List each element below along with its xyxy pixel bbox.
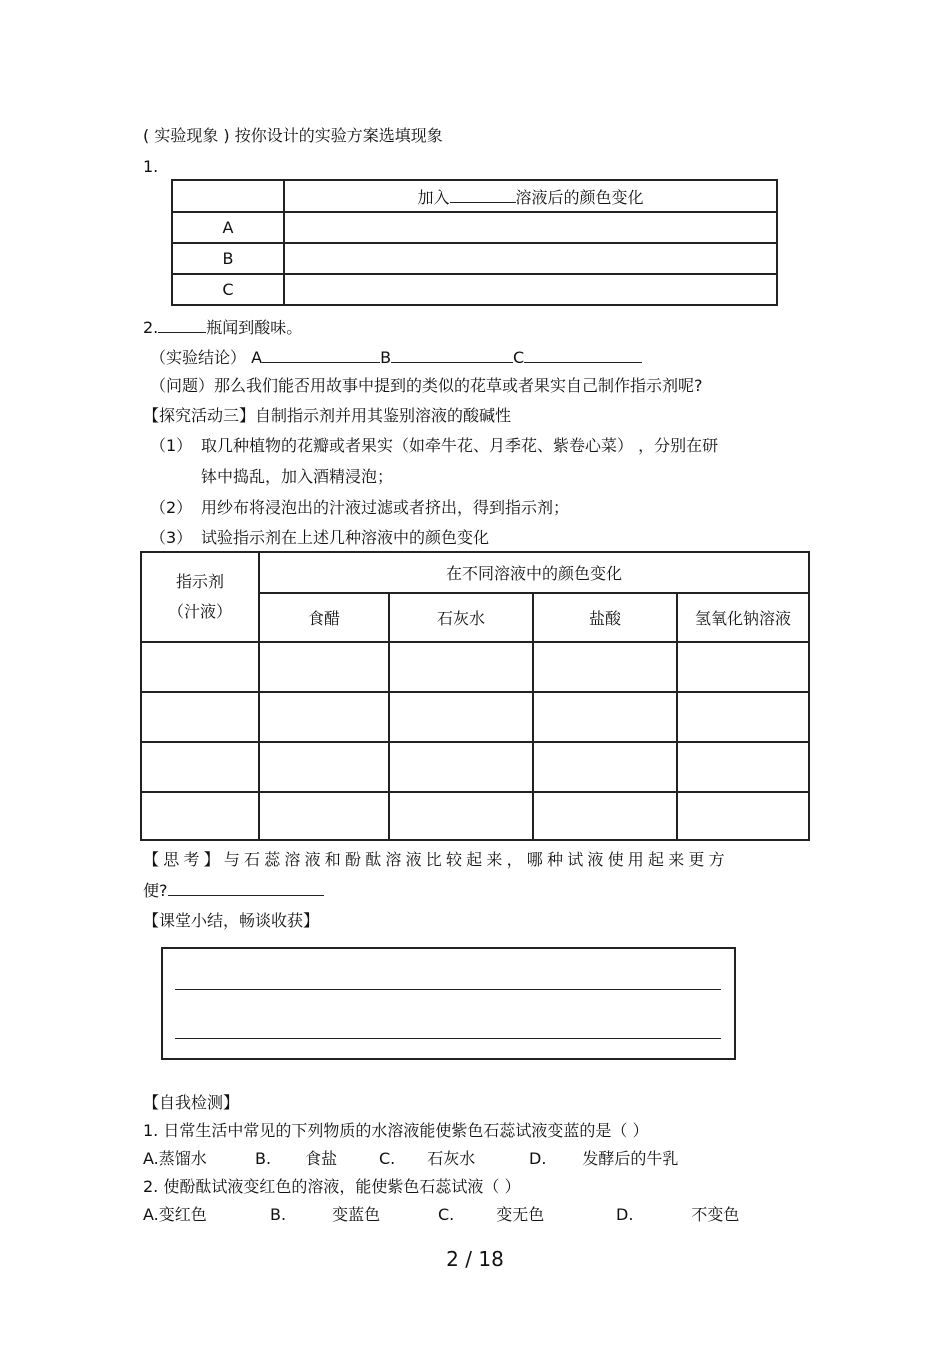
conclusion-c-blank[interactable] (524, 346, 642, 363)
table1-header-suffix: 溶液后的颜色变化 (515, 187, 644, 207)
option-letter: A. (143, 1149, 159, 1168)
conclusion-label: （实验结论） (150, 348, 247, 367)
think-blank[interactable] (168, 879, 324, 896)
table2-row-header-line1: 指示剂 (175, 572, 224, 591)
q2-line (143, 316, 302, 338)
table2-cell[interactable] (259, 742, 389, 792)
table1-cell[interactable] (284, 212, 777, 243)
table2-cell[interactable] (141, 692, 259, 742)
table-color-change (171, 179, 778, 306)
self-q1-option-a[interactable] (143, 1149, 207, 1169)
table2-cell[interactable] (389, 642, 533, 692)
table2-cell[interactable] (259, 692, 389, 742)
option-letter: B. (255, 1149, 272, 1168)
step-3-text: 试验指示剂在上述几种溶液中的颜色变化 (201, 528, 490, 547)
table2-cell[interactable] (141, 792, 259, 840)
summary-title: 【课堂小结，畅谈收获】 (143, 911, 320, 930)
self-q1: 1. 日常生活中常见的下列物质的水溶液能使紫色石蕊试液变蓝的是（ ） (143, 1121, 649, 1140)
self-q2: 2. 使酚酞试液变红色的溶液，能使紫色石蕊试液（ ） (143, 1177, 521, 1196)
table2-col-header: 盐酸 (533, 593, 677, 642)
summary-box[interactable] (161, 947, 736, 1060)
table1-cell[interactable] (284, 274, 777, 305)
think-line2: 便? (143, 881, 168, 900)
self-q1-option-b[interactable] (255, 1149, 337, 1169)
option-letter: C. (379, 1149, 396, 1168)
conclusion-a-label: A (251, 348, 263, 367)
table1-row-label: C (172, 274, 284, 305)
table-indicator (140, 551, 810, 841)
q2-prefix: 2. (143, 318, 159, 337)
table2-cell[interactable] (389, 742, 533, 792)
phenomenon-heading: ( 实验现象 ) 按你设计的实验方案选填现象 (143, 126, 443, 145)
option-text: 不变色 (691, 1205, 740, 1224)
conclusion-c-label: C (513, 348, 525, 367)
option-letter: B. (270, 1205, 287, 1224)
option-text: 食盐 (305, 1149, 338, 1168)
table2-col-header: 食醋 (259, 593, 389, 642)
table2-row-header (141, 552, 259, 642)
option-text: 变无色 (496, 1205, 545, 1224)
table2-cell[interactable] (677, 642, 809, 692)
conclusion-a-blank[interactable] (262, 346, 380, 363)
option-letter: C. (438, 1205, 455, 1224)
table2-cell[interactable] (533, 692, 677, 742)
table2-row-header-line2: （汁液） (167, 602, 232, 621)
summary-line (175, 1038, 721, 1039)
q2-blank[interactable] (158, 316, 206, 333)
think-line2-wrap (143, 879, 324, 901)
table1-cell[interactable] (284, 243, 777, 274)
table1-corner-cell (172, 180, 284, 212)
conclusion-b-label: B (380, 348, 392, 367)
q2-suffix: 瓶闻到酸味。 (206, 318, 303, 337)
table2-cell[interactable] (141, 642, 259, 692)
q1-label: 1. (143, 157, 159, 176)
table-row (141, 642, 809, 692)
option-text: 变蓝色 (332, 1205, 381, 1224)
option-text: 石灰水 (427, 1149, 476, 1168)
option-letter: A. (143, 1205, 159, 1224)
option-text: 蒸馏水 (158, 1149, 207, 1168)
activity3-title: 【探究活动三】自制指示剂并用其鉴别溶液的酸碱性 (143, 406, 512, 425)
self-q1-option-c[interactable] (379, 1149, 475, 1169)
table2-cell[interactable] (677, 742, 809, 792)
table-row (141, 742, 809, 792)
table2-cell[interactable] (389, 692, 533, 742)
table2-col-header: 氢氧化钠溶液 (677, 593, 809, 642)
think-line1: 【思考】与石蕊溶液和酚酞溶液比较起来，哪种试液使用起来更方 (143, 850, 729, 869)
table1-blank[interactable] (450, 186, 516, 203)
step-1-text: 取几种植物的花瓣或者果实（如牵牛花、月季花、紫卷心菜） ，分别在研 (201, 436, 719, 455)
table2-cell[interactable] (389, 792, 533, 840)
step-2-text: 用纱布将浸泡出的汁液过滤或者挤出，得到指示剂； (201, 498, 570, 517)
conclusion-line (150, 346, 642, 368)
option-letter: D. (616, 1205, 634, 1224)
table-row (141, 692, 809, 742)
self-check-title: 【自我检测】 (143, 1093, 240, 1112)
table1-row-label: A (172, 212, 284, 243)
table1-header (284, 180, 777, 212)
table-row (141, 792, 809, 840)
conclusion-b-blank[interactable] (391, 346, 513, 363)
question-text: （问题）那么我们能否用故事中提到的类似的花草或者果实自己制作指示剂呢? (150, 376, 703, 395)
table2-cell[interactable] (533, 642, 677, 692)
summary-line (175, 989, 721, 990)
table2-cell[interactable] (533, 742, 677, 792)
table2-col-header: 石灰水 (389, 593, 533, 642)
page-number: 2 / 18 (446, 1247, 504, 1271)
step-1-cont: 钵中捣乱，加入酒精浸泡； (201, 467, 394, 486)
step-2-num: （2） (150, 498, 193, 517)
self-q2-option-b[interactable] (270, 1205, 380, 1225)
option-letter: D. (529, 1149, 547, 1168)
table2-group-header: 在不同溶液中的颜色变化 (259, 552, 809, 593)
step-3-num: （3） (150, 528, 193, 547)
table2-cell[interactable] (677, 792, 809, 840)
option-text: 变红色 (158, 1205, 207, 1224)
step-1-num: （1） (150, 436, 193, 455)
table1-row-label: B (172, 243, 284, 274)
option-text: 发酵后的牛乳 (582, 1149, 679, 1168)
self-q2-option-c[interactable] (438, 1205, 544, 1225)
self-q2-option-a[interactable] (143, 1205, 207, 1225)
self-q1-option-d[interactable] (529, 1149, 678, 1169)
table2-cell[interactable] (259, 642, 389, 692)
table2-cell[interactable] (677, 692, 809, 742)
table1-header-prefix: 加入 (417, 187, 450, 207)
self-q2-option-d[interactable] (616, 1205, 739, 1225)
table2-cell[interactable] (259, 792, 389, 840)
table2-cell[interactable] (141, 742, 259, 792)
table2-cell[interactable] (533, 792, 677, 840)
